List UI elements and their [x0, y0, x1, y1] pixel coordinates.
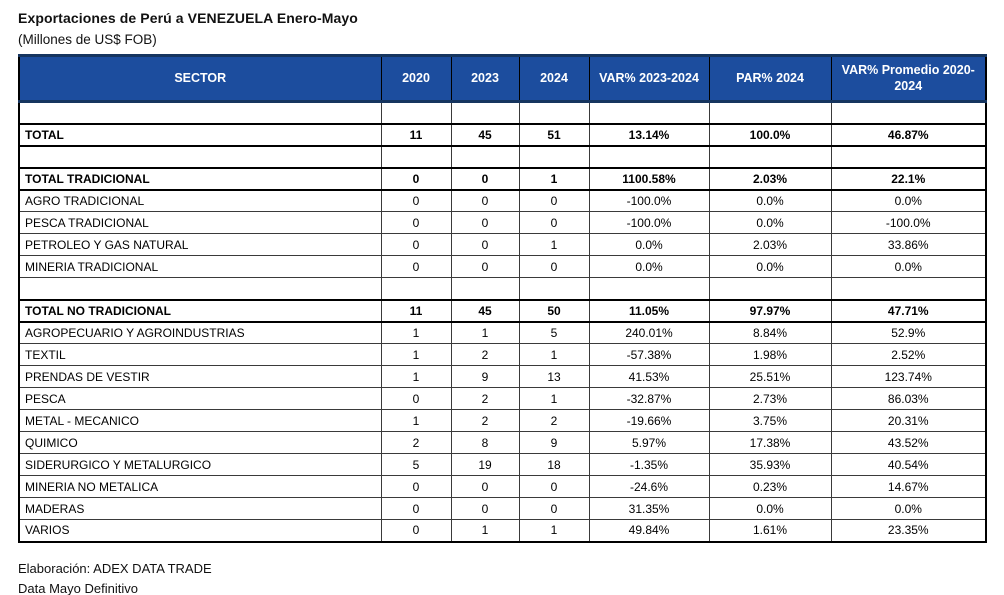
- value-cell: 49.84%: [589, 520, 709, 542]
- value-cell: 50: [519, 300, 589, 322]
- value-cell: 1: [451, 322, 519, 344]
- value-cell: 86.03%: [831, 388, 986, 410]
- value-cell: 0: [451, 212, 519, 234]
- empty-cell: [19, 146, 381, 168]
- value-cell: 9: [519, 432, 589, 454]
- value-cell: 1.98%: [709, 344, 831, 366]
- col-header-var-promedio: VAR% Promedio 2020-2024: [831, 56, 986, 102]
- value-cell: 0: [519, 476, 589, 498]
- empty-cell: [381, 146, 451, 168]
- sector-cell: PRENDAS DE VESTIR: [19, 366, 381, 388]
- value-cell: 11.05%: [589, 300, 709, 322]
- sector-cell: MINERIA TRADICIONAL: [19, 256, 381, 278]
- value-cell: 0: [381, 234, 451, 256]
- table-row: [19, 344, 986, 366]
- sector-cell: PESCA: [19, 388, 381, 410]
- value-cell: 0: [451, 190, 519, 212]
- value-cell: 8.84%: [709, 322, 831, 344]
- value-cell: 0: [381, 190, 451, 212]
- value-cell: 14.67%: [831, 476, 986, 498]
- empty-cell: [451, 102, 519, 124]
- value-cell: 9: [451, 366, 519, 388]
- value-cell: 45: [451, 124, 519, 146]
- value-cell: 2.52%: [831, 344, 986, 366]
- table-row: [19, 454, 986, 476]
- value-cell: 0: [451, 476, 519, 498]
- value-cell: 0: [381, 498, 451, 520]
- value-cell: 0: [451, 168, 519, 190]
- value-cell: 1: [519, 234, 589, 256]
- sector-cell: TOTAL TRADICIONAL: [19, 168, 381, 190]
- table-row: [19, 322, 986, 344]
- value-cell: 0.0%: [709, 498, 831, 520]
- value-cell: 11: [381, 124, 451, 146]
- value-cell: 0.0%: [589, 256, 709, 278]
- value-cell: 46.87%: [831, 124, 986, 146]
- value-cell: 1: [519, 520, 589, 542]
- spacer-row: [19, 146, 986, 168]
- empty-cell: [381, 278, 451, 300]
- table-row: [19, 212, 986, 234]
- value-cell: 31.35%: [589, 498, 709, 520]
- value-cell: 2.73%: [709, 388, 831, 410]
- empty-cell: [19, 278, 381, 300]
- table-row: [19, 256, 986, 278]
- table-row: [19, 168, 986, 190]
- empty-cell: [519, 278, 589, 300]
- value-cell: -19.66%: [589, 410, 709, 432]
- value-cell: 47.71%: [831, 300, 986, 322]
- value-cell: 0.0%: [831, 190, 986, 212]
- col-header-par-2024: PAR% 2024: [709, 56, 831, 102]
- value-cell: 1: [519, 344, 589, 366]
- value-cell: 2: [451, 410, 519, 432]
- value-cell: 1: [381, 366, 451, 388]
- value-cell: 0: [381, 212, 451, 234]
- value-cell: 0: [451, 256, 519, 278]
- value-cell: -100.0%: [589, 190, 709, 212]
- value-cell: 45: [451, 300, 519, 322]
- value-cell: -57.38%: [589, 344, 709, 366]
- value-cell: 8: [451, 432, 519, 454]
- table-row: [19, 498, 986, 520]
- value-cell: 240.01%: [589, 322, 709, 344]
- footer-elaboracion: Elaboración: ADEX DATA TRADE: [18, 560, 212, 576]
- value-cell: 0: [451, 234, 519, 256]
- table-row: [19, 476, 986, 498]
- sector-cell: QUIMICO: [19, 432, 381, 454]
- sector-cell: TEXTIL: [19, 344, 381, 366]
- value-cell: 17.38%: [709, 432, 831, 454]
- empty-cell: [519, 146, 589, 168]
- table-row: [19, 234, 986, 256]
- value-cell: 1.61%: [709, 520, 831, 542]
- empty-cell: [709, 146, 831, 168]
- value-cell: 23.35%: [831, 520, 986, 542]
- col-header-var-2023-2024: VAR% 2023-2024: [589, 56, 709, 102]
- table-row: [19, 366, 986, 388]
- table-body: [19, 102, 986, 542]
- empty-cell: [451, 146, 519, 168]
- value-cell: 0.0%: [709, 212, 831, 234]
- value-cell: 11: [381, 300, 451, 322]
- value-cell: 2: [381, 432, 451, 454]
- value-cell: 5: [381, 454, 451, 476]
- value-cell: 0: [381, 256, 451, 278]
- empty-cell: [589, 278, 709, 300]
- value-cell: 5.97%: [589, 432, 709, 454]
- value-cell: 0: [519, 256, 589, 278]
- sector-cell: PETROLEO Y GAS NATURAL: [19, 234, 381, 256]
- value-cell: 0: [381, 388, 451, 410]
- empty-cell: [589, 146, 709, 168]
- value-cell: 0.0%: [709, 190, 831, 212]
- sector-cell: METAL - MECANICO: [19, 410, 381, 432]
- header-row: [19, 56, 986, 102]
- empty-cell: [519, 102, 589, 124]
- spacer-row: [19, 278, 986, 300]
- value-cell: 18: [519, 454, 589, 476]
- sector-cell: PESCA TRADICIONAL: [19, 212, 381, 234]
- col-header-sector: SECTOR: [19, 56, 381, 102]
- value-cell: 0.0%: [831, 256, 986, 278]
- value-cell: 97.97%: [709, 300, 831, 322]
- footer: [18, 559, 1004, 595]
- table-row: [19, 388, 986, 410]
- empty-cell: [831, 146, 986, 168]
- sector-cell: VARIOS: [19, 520, 381, 542]
- value-cell: 40.54%: [831, 454, 986, 476]
- value-cell: 13.14%: [589, 124, 709, 146]
- value-cell: 0: [381, 476, 451, 498]
- value-cell: 43.52%: [831, 432, 986, 454]
- value-cell: 51: [519, 124, 589, 146]
- value-cell: 1: [381, 322, 451, 344]
- value-cell: 0.0%: [589, 234, 709, 256]
- col-header-2020: 2020: [381, 56, 451, 102]
- col-header-2023: 2023: [451, 56, 519, 102]
- value-cell: 0: [519, 190, 589, 212]
- value-cell: 2.03%: [709, 168, 831, 190]
- value-cell: 2: [519, 410, 589, 432]
- value-cell: 2: [451, 344, 519, 366]
- table-row: [19, 300, 986, 322]
- value-cell: 3.75%: [709, 410, 831, 432]
- page-title: Exportaciones de Perú a VENEZUELA Enero-Mayo: [18, 10, 358, 26]
- value-cell: 41.53%: [589, 366, 709, 388]
- value-cell: 5: [519, 322, 589, 344]
- empty-cell: [709, 278, 831, 300]
- value-cell: 2.03%: [709, 234, 831, 256]
- value-cell: -24.6%: [589, 476, 709, 498]
- table-header: [19, 56, 986, 102]
- value-cell: -100.0%: [589, 212, 709, 234]
- empty-cell: [589, 102, 709, 124]
- value-cell: 0: [519, 498, 589, 520]
- empty-cell: [831, 102, 986, 124]
- exports-table: [18, 54, 987, 543]
- empty-cell: [709, 102, 831, 124]
- value-cell: 0: [381, 520, 451, 542]
- value-cell: 1: [451, 520, 519, 542]
- sector-cell: MINERIA NO METALICA: [19, 476, 381, 498]
- page-subtitle: (Millones de US$ FOB): [18, 32, 157, 47]
- sector-cell: SIDERURGICO Y METALURGICO: [19, 454, 381, 476]
- empty-cell: [19, 102, 381, 124]
- sector-cell: TOTAL: [19, 124, 381, 146]
- value-cell: 0.0%: [709, 256, 831, 278]
- value-cell: 100.0%: [709, 124, 831, 146]
- table-row: [19, 432, 986, 454]
- sector-cell: MADERAS: [19, 498, 381, 520]
- table-row: [19, 520, 986, 542]
- value-cell: 123.74%: [831, 366, 986, 388]
- empty-cell: [831, 278, 986, 300]
- empty-cell: [381, 102, 451, 124]
- value-cell: 19: [451, 454, 519, 476]
- value-cell: 0.0%: [831, 498, 986, 520]
- sector-cell: AGROPECUARIO Y AGROINDUSTRIAS: [19, 322, 381, 344]
- sector-cell: TOTAL NO TRADICIONAL: [19, 300, 381, 322]
- value-cell: 1: [519, 388, 589, 410]
- empty-cell: [451, 278, 519, 300]
- value-cell: 35.93%: [709, 454, 831, 476]
- table-row: [19, 410, 986, 432]
- sector-cell: AGRO TRADICIONAL: [19, 190, 381, 212]
- footer-data-note: Data Mayo Definitivo: [18, 580, 138, 595]
- value-cell: 1: [519, 168, 589, 190]
- value-cell: -32.87%: [589, 388, 709, 410]
- value-cell: 0.23%: [709, 476, 831, 498]
- table-row: [19, 190, 986, 212]
- value-cell: 0: [451, 498, 519, 520]
- table-row: [19, 124, 986, 146]
- value-cell: 1: [381, 410, 451, 432]
- value-cell: 0: [519, 212, 589, 234]
- value-cell: 25.51%: [709, 366, 831, 388]
- value-cell: -1.35%: [589, 454, 709, 476]
- value-cell: 1: [381, 344, 451, 366]
- value-cell: 33.86%: [831, 234, 986, 256]
- value-cell: 13: [519, 366, 589, 388]
- spacer-row: [19, 102, 986, 124]
- value-cell: 0: [381, 168, 451, 190]
- value-cell: 52.9%: [831, 322, 986, 344]
- col-header-2024: 2024: [519, 56, 589, 102]
- value-cell: 20.31%: [831, 410, 986, 432]
- value-cell: 1100.58%: [589, 168, 709, 190]
- value-cell: 2: [451, 388, 519, 410]
- value-cell: 22.1%: [831, 168, 986, 190]
- value-cell: -100.0%: [831, 212, 986, 234]
